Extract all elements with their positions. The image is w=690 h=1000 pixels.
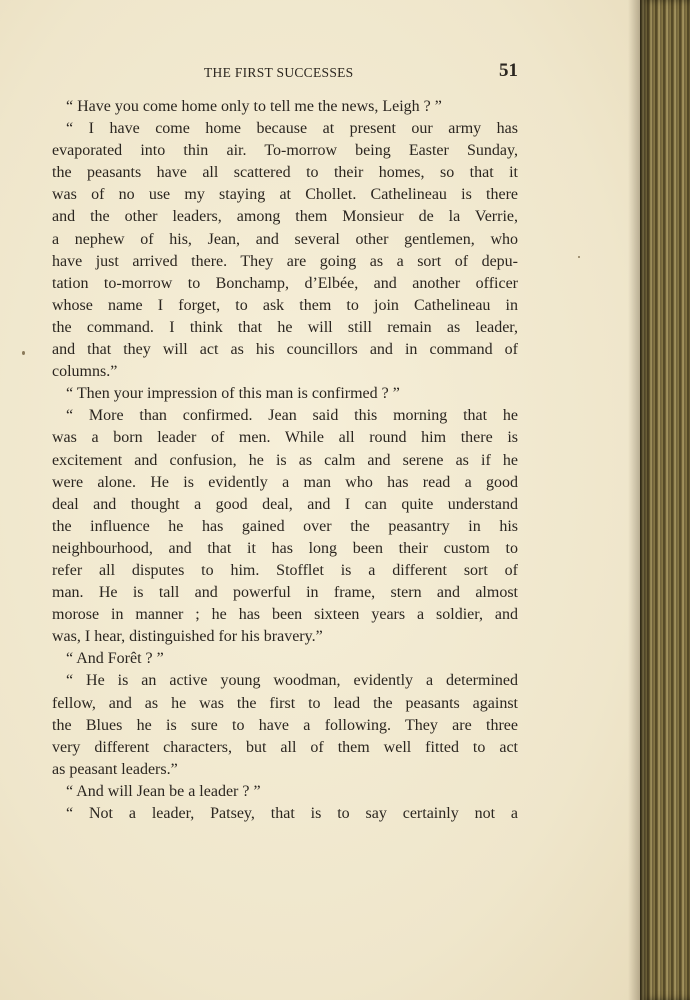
paper-speck <box>578 256 580 258</box>
text-line: the Blues he is sure to have a following. They are three <box>52 716 518 734</box>
text-line: was a born leader of men. While all round him there is <box>52 429 518 447</box>
text-line: neighbourhood, and that it has long been their custom to <box>52 539 518 557</box>
text-line: man. He is tall and powerful in frame, stern and almost <box>52 584 518 602</box>
text-line: very different characters, but all of them well fitted to act <box>52 738 518 756</box>
text-line: and that they will act as his councillors and in command of <box>52 341 518 359</box>
text-line: was, I hear, distinguished for his bravery.” <box>52 628 323 646</box>
text-line: excitement and confusion, he is as calm and serene as if he <box>52 451 518 469</box>
text-line: was of no use my staying at Chollet. Cathelineau is there <box>52 186 518 204</box>
page-number: 51 <box>499 60 518 81</box>
text-line: tation to-morrow to Bonchamp, d’Elbée, and another officer <box>52 274 518 292</box>
text-line: “ Then your impression of this man is confirmed ? ” <box>66 385 400 403</box>
text-line: columns.” <box>52 363 118 381</box>
text-line: evaporated into thin air. To-morrow being Easter Sunday, <box>52 142 518 160</box>
text-line: and the other leaders, among them Monsieur de la Verrie, <box>52 208 518 226</box>
text-line: “ Not a leader, Patsey, that is to say certainly not a <box>66 805 518 822</box>
text-line: were alone. He is evidently a man who has read a good <box>52 473 518 491</box>
running-head: THE FIRST SUCCESSES <box>204 65 354 80</box>
book-page-edges <box>640 0 690 1000</box>
text-line: whose name I forget, to ask them to join Cathelineau in <box>52 296 518 314</box>
page-header <box>52 60 518 86</box>
text-line: “ Have you come home only to tell me the news, Leigh ? ” <box>66 98 442 115</box>
text-line: morose in manner ; he has been sixteen years a soldier, and <box>52 606 518 624</box>
text-line: the peasants have all scattered to their homes, so that it <box>52 164 518 182</box>
page-body-text <box>52 96 518 825</box>
text-line: “ I have come home because at present our army has <box>66 120 518 138</box>
text-line: as peasant leaders.” <box>52 760 178 778</box>
text-line: the influence he has gained over the peasantry in his <box>52 517 518 535</box>
text-line: deal and thought a good deal, and I can quite understand <box>52 495 518 513</box>
text-line: the command. I think that he will still remain as leader, <box>52 318 518 336</box>
text-line: refer all disputes to him. Stofflet is a different sort of <box>52 561 518 579</box>
text-line: a nephew of his, Jean, and several other gentlemen, who <box>52 230 518 248</box>
text-line: “ And will Jean be a leader ? ” <box>66 782 261 800</box>
text-line: have just arrived there. They are going as a sort of depu- <box>52 252 518 270</box>
text-line: “ And Forêt ? ” <box>66 650 164 668</box>
text-line: “ More than confirmed. Jean said this morning that he <box>66 407 518 425</box>
text-line: “ He is an active young woodman, evidently a determined <box>66 672 518 690</box>
text-line: fellow, and as he was the first to lead the peasants against <box>52 694 518 712</box>
paper-speck <box>22 351 25 355</box>
